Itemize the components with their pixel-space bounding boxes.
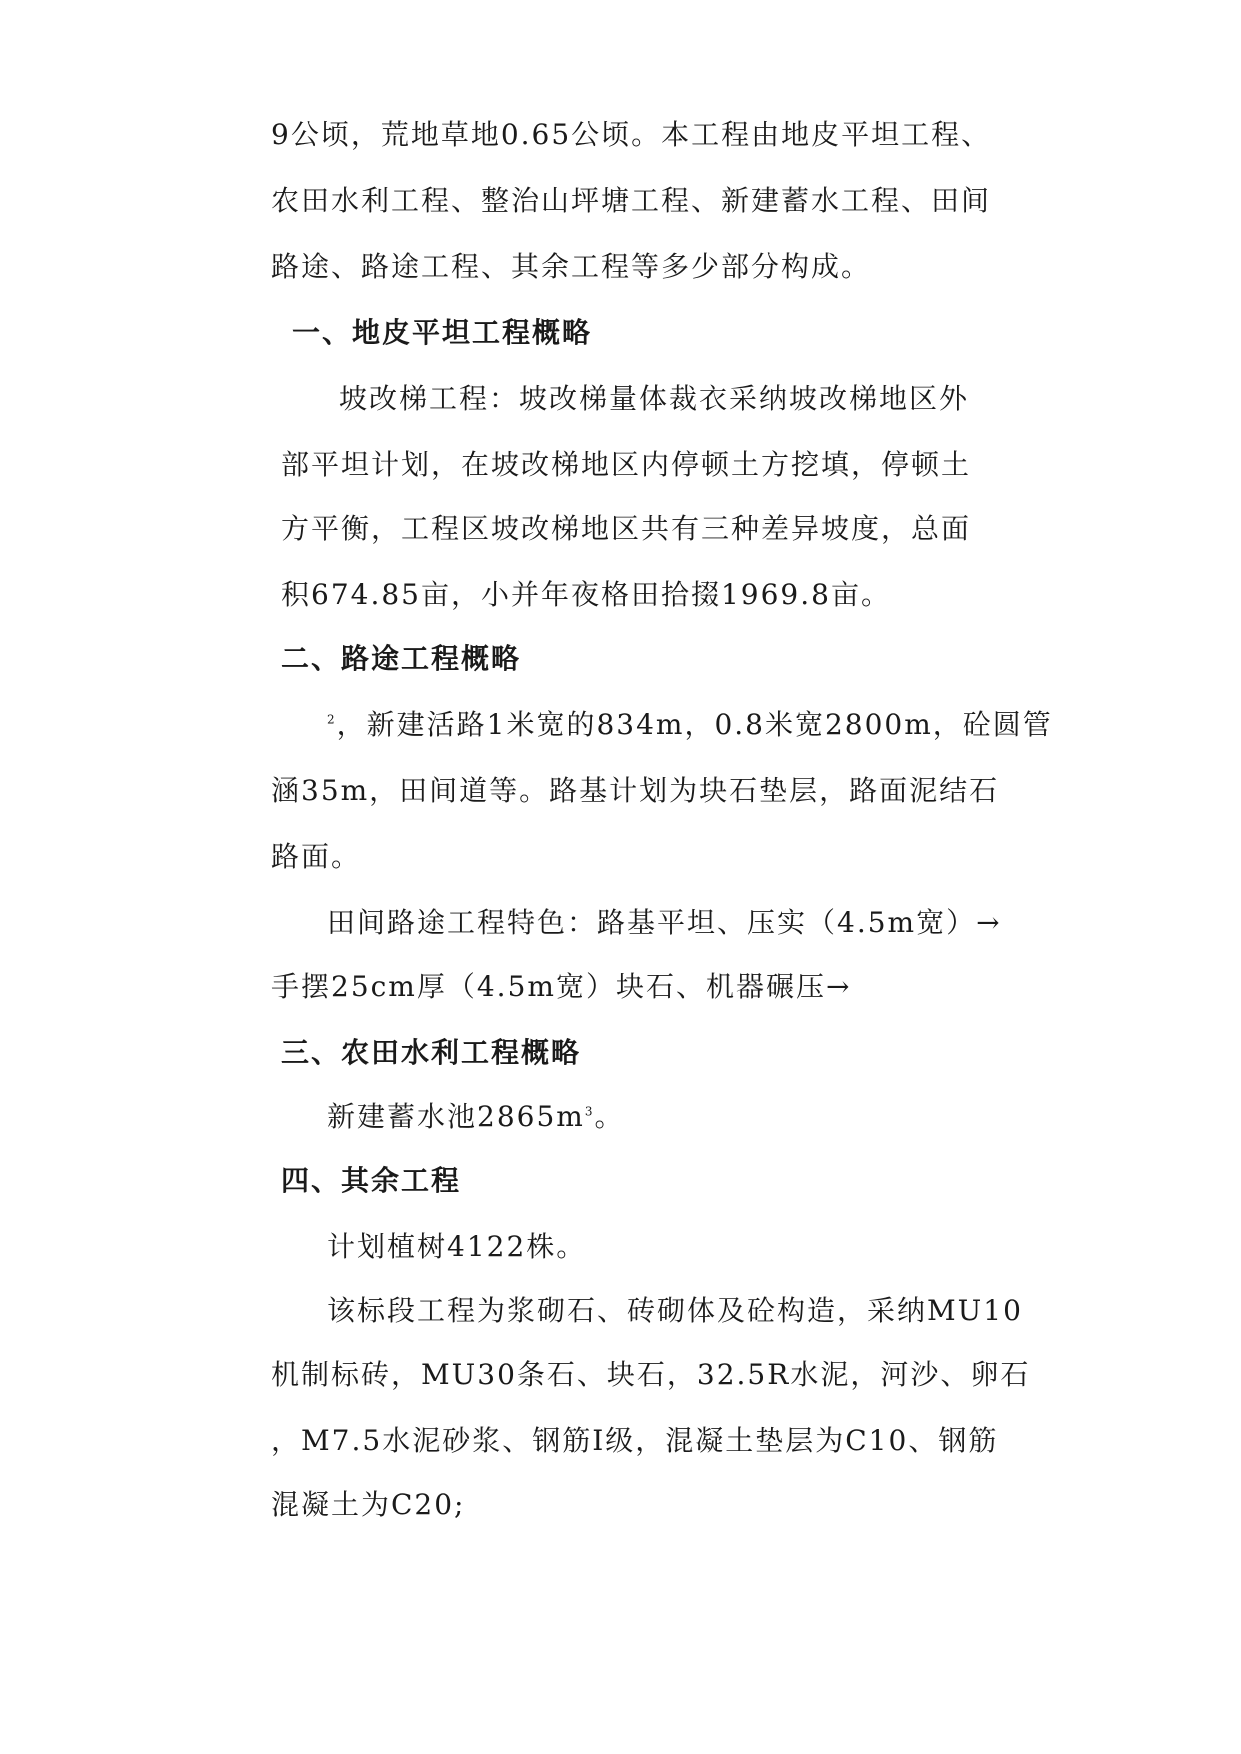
section4-line-4: ，M7.5水泥砂浆、钢筋Ⅰ级，混凝土垫层为C10、钢筋 — [271, 1424, 999, 1457]
section4-line-5: 混凝土为C20; — [271, 1488, 466, 1521]
section2-line-4: 田间路途工程特色：路基平坦、压实（4.5m宽）→ — [327, 906, 1002, 939]
section2-line-1-text: ，新建活路1米宽的834m，0.8米宽2800m，砼圆管 — [336, 708, 1053, 741]
section1-line-3: 方平衡，工程区坡改梯地区共有三种差异坡度，总面 — [281, 512, 972, 545]
section4-line-2: 该标段工程为浆砌石、砖砌体及砼构造，采纳MU10 — [327, 1294, 1023, 1327]
section1-line-2: 部平坦计划，在坡改梯地区内停顿土方挖填，停顿土 — [281, 448, 972, 481]
section2-line-5: 手摆25cm厚（4.5m宽）块石、机器碾压→ — [271, 970, 852, 1003]
section-heading-1: 一、地皮平坦工程概略 — [292, 316, 593, 349]
cubic-superscript: 3 — [584, 1104, 595, 1119]
section-heading-2: 二、路途工程概略 — [281, 642, 522, 675]
section3-line-1 — [327, 1100, 624, 1134]
section3-line-1-end: 。 — [594, 1100, 625, 1133]
section-heading-4: 四、其余工程 — [281, 1164, 462, 1197]
section1-line-1: 坡改梯工程：坡改梯量体裁衣采纳坡改梯地区外 — [339, 382, 970, 415]
section2-line-2: 涵35m，田间道等。路基计划为块石垫层，路面泥结石 — [271, 774, 1000, 807]
section4-line-3: 机制标砖，MU30条石、块石，32.5R水泥，河沙、卵石 — [271, 1358, 1031, 1391]
section1-line-4: 积674.85亩，小并年夜格田拾掇1969.8亩。 — [281, 578, 891, 611]
section2-line-3: 路面。 — [271, 840, 362, 873]
section3-line-1-text: 新建蓄水池2865m — [327, 1100, 585, 1133]
intro-line-2: 农田水利工程、整治山坪塘工程、新建蓄水工程、田间 — [271, 184, 992, 217]
section4-line-1: 计划植树4122株。 — [327, 1230, 587, 1263]
intro-line-1: 9公顷，荒地草地0.65公顷。本工程由地皮平坦工程、 — [271, 118, 992, 151]
section2-line-1 — [327, 708, 1053, 742]
footnote-mark: 2 — [327, 712, 337, 727]
intro-line-3: 路途、路途工程、其余工程等多少部分构成。 — [271, 250, 872, 283]
section-heading-3: 三、农田水利工程概略 — [281, 1036, 582, 1069]
